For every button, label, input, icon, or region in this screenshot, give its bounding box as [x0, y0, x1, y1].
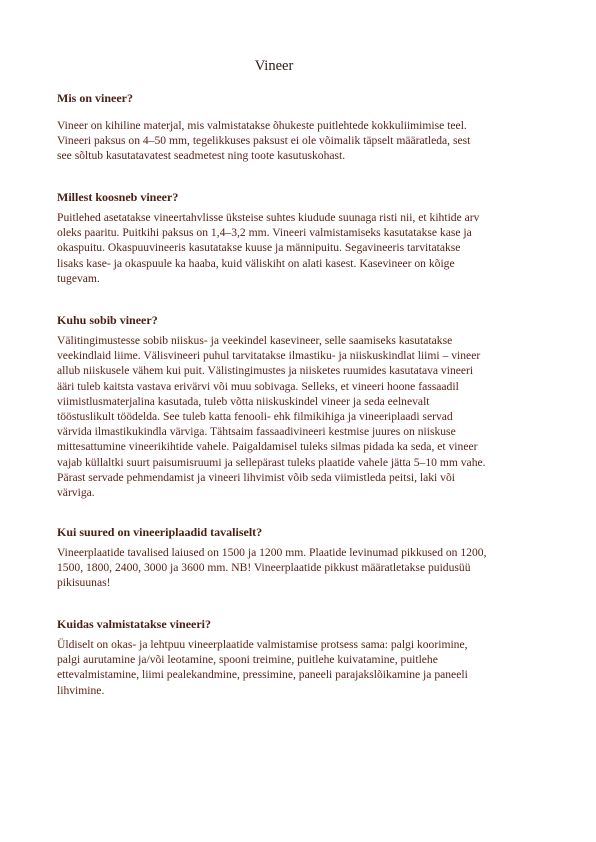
- section-paragraph: [57, 118, 547, 164]
- section-kui-suured: [57, 525, 547, 591]
- paragraph-line: värvida ilmastikukindla värviga. Tähtsaim fassaadivineeri kestmise juures on niiskuse: [57, 425, 456, 439]
- paragraph-line: pikisuunas!: [57, 576, 111, 590]
- section-paragraph: [57, 333, 547, 500]
- paragraph-line: ääri tuleb kaitsta vastava erivärvi või muu sobivaga. Selleks, et vineeri hoone fassaadil: [57, 379, 459, 393]
- paragraph-line: viimistlusmaterjalina kasutada, tuleb võtta niiskuskindel vineer ja seda eelnevalt: [57, 394, 430, 408]
- section-heading: Kui suured on vineeriplaadid tavaliselt?: [57, 525, 263, 539]
- paragraph-line: lisaks kase- ja okaspuule ka haaba, kuid väliskiht on alati kasest. Kasevineer on kõige: [57, 256, 455, 270]
- paragraph-line: Vineeri paksus on 4–50 mm, tegelikkuses paksust ei ole võimalik täpselt määratleda, sest: [57, 134, 471, 148]
- paragraph-line: tööstuslikult töödelda. See tuleb katta fenooli- ehk filmikihiga ja vineeriplaadi servad: [57, 410, 453, 424]
- paragraph-line: veekindlaid liime. Välisvineeri puhul tarvitatakse ilmastiku- ja niiskuskindlat liimi – vineer: [57, 349, 481, 363]
- paragraph-line: mittesattumine vineerikihtide vahele. Paigaldamisel tuleks silmas pidada ka seda, et vineer: [57, 440, 478, 454]
- paragraph-line: ettevalmistamine, liimi pealekandmine, pressimine, paneeli parajakslõikamine ja paneeli: [57, 668, 468, 682]
- paragraph-line: lihvimine.: [57, 683, 105, 697]
- section-millest-koosneb: [57, 190, 547, 286]
- paragraph-line: värviga.: [57, 486, 95, 500]
- section-heading: Millest koosneb vineer?: [57, 190, 179, 204]
- section-heading: Kuidas valmistatakse vineeri?: [57, 617, 212, 631]
- paragraph-line: vajab küllaltki suurt paisumisruumi ja sellepärast tuleks plaatide vahele jätta 5–10 mm vahe.: [57, 455, 486, 469]
- section-kuhu-sobib: [57, 313, 547, 500]
- section-kuidas-valmistatakse: [57, 617, 547, 698]
- paragraph-line: palgi aurutamine ja/või leotamine, spooni treimine, puitlehe kuivatamine, puitlehe: [57, 653, 438, 667]
- paragraph-line: Vineer on kihiline materjal, mis valmistatakse õhukeste puitlehtede kokkuliimimise teel.: [57, 119, 467, 132]
- section-paragraph: [57, 210, 547, 286]
- paragraph-line: see sõltub kasutatavatest seadmetest ning toote kasutuskohast.: [57, 149, 346, 163]
- section-heading: Mis on vineer?: [57, 91, 133, 105]
- section-paragraph: [57, 637, 547, 698]
- paragraph-line: oleks paaritu. Puitkihi paksus on 1,4–3,2 mm. Vineeri valmistamiseks kasutatakse kase ja: [57, 226, 472, 240]
- paragraph-line: Vineerplaatide tavalised laiused on 1500 ja 1200 mm. Plaatide levinumad pikkused on 1200,: [57, 546, 487, 559]
- section-paragraph: [57, 545, 547, 591]
- section-heading: Kuhu sobib vineer?: [57, 313, 158, 327]
- paragraph-line: Pärast servade pehmendamist ja vineeri lihvimist võib seda viimistleda peitsi, laki või: [57, 470, 455, 484]
- paragraph-line: Üldiselt on okas- ja lehtpuu vineerplaatide valmistamise protsess sama: palgi koorimine,: [57, 638, 468, 651]
- paragraph-line: tugevam.: [57, 271, 100, 285]
- paragraph-line: Välitingimustesse sobib niiskus- ja veekindel kasevineer, selle saamiseks kasutatakse: [57, 334, 453, 347]
- paragraph-line: allub niiskusele vähem kui puit. Välistingimustes ja niisketes ruumides kasutatava vineeri: [57, 364, 474, 378]
- paragraph-line: Puitlehed asetatakse vineertahvlisse üksteise suhtes kiudude suunaga risti nii, et kihtide arv: [57, 211, 480, 224]
- paragraph-line: 1500, 1800, 2400, 3000 ja 3600 mm. NB! Vineerplaatide pikkust määratletakse puidusüü: [57, 561, 471, 575]
- document-title: Vineer: [254, 58, 294, 74]
- section-mis-on-vineer: [57, 91, 547, 164]
- paragraph-line: okaspuitu. Okaspuuvineeris kasutatakse kuuse ja männipuitu. Segavineeris tarvitatakse: [57, 241, 461, 255]
